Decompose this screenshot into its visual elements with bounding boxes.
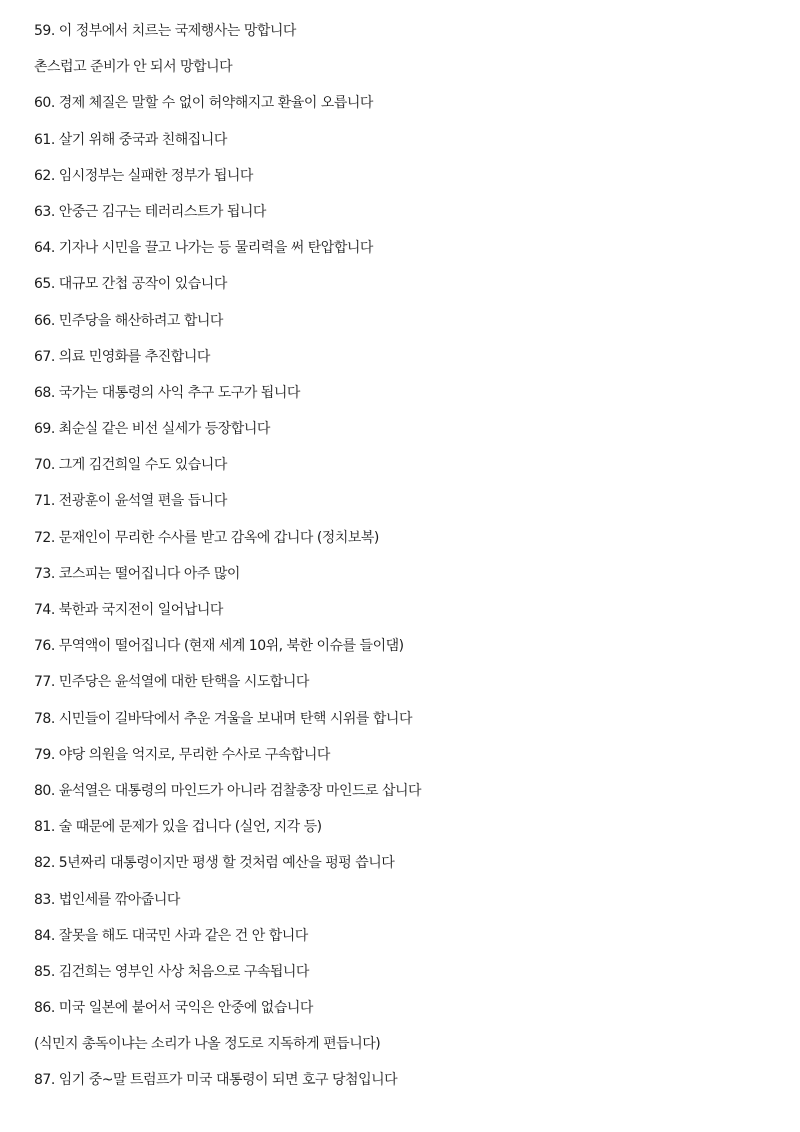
text-line-69: 69. 최순실 같은 비선 실세가 등장합니다	[34, 421, 270, 438]
text-line-72: 72. 문재인이 무리한 수사를 받고 감옥에 갑니다 (정치보복)	[34, 529, 379, 546]
text-line-68: 68. 국가는 대통령의 사익 추구 도구가 됩니다	[34, 384, 300, 401]
text-line-61: 61. 살기 위해 중국과 친해집니다	[34, 131, 227, 148]
text-line-62: 62. 임시정부는 실패한 정부가 됩니다	[34, 167, 253, 184]
text-line-73: 73. 코스피는 떨어집니다 아주 많이	[34, 565, 240, 582]
text-line-60: 60. 경제 체질은 말할 수 없이 허약해지고 환율이 오릅니다	[34, 95, 373, 112]
text-line-59: 59. 이 정부에서 치르는 국제행사는 망합니다	[34, 23, 296, 39]
text-line-82: 82. 5년짜리 대통령이지만 평생 할 것처럼 예산을 펑펑 씁니다	[34, 855, 395, 872]
text-line-65: 65. 대규모 간첩 공작이 있습니다	[34, 276, 227, 293]
text-line-79: 79. 야당 의원을 억지로, 무리한 수사로 구속합니다	[34, 746, 330, 763]
text-line-59-continued: 촌스럽고 준비가 안 되서 망합니다	[34, 59, 233, 76]
text-line-80: 80. 윤석열은 대통령의 마인드가 아니라 검찰총장 마인드로 삽니다	[34, 782, 422, 799]
text-line-78: 78. 시민들이 길바닥에서 추운 겨울을 보내며 탄핵 시위를 합니다	[34, 710, 412, 727]
text-line-86: 86. 미국 일본에 붙어서 국익은 안중에 없습니다	[34, 1000, 313, 1017]
text-line-70: 70. 그게 김건희일 수도 있습니다	[34, 457, 227, 474]
text-line-74: 74. 북한과 국지전이 일어납니다	[34, 602, 223, 618]
text-line-66: 66. 민주당을 해산하려고 합니다	[34, 312, 223, 329]
text-line-85: 85. 김건희는 영부인 사상 처음으로 구속됩니다	[34, 963, 309, 980]
text-line-83: 83. 법인세를 깎아줍니다	[34, 891, 180, 908]
text-line-86-continued: (식민지 총독이냐는 소리가 나올 정도로 지독하게 편듭니다)	[34, 1036, 381, 1053]
text-line-84: 84. 잘못을 해도 대국민 사과 같은 건 안 합니다	[34, 927, 308, 944]
text-line-67: 67. 의료 민영화를 추진합니다	[34, 348, 210, 365]
text-line-81: 81. 술 때문에 문제가 있을 겁니다 (실언, 지각 등)	[34, 819, 322, 836]
text-line-64: 64. 기자나 시민을 끌고 나가는 등 물리력을 써 탄압합니다	[34, 240, 373, 257]
text-line-77: 77. 민주당은 윤석열에 대한 탄핵을 시도합니다	[34, 674, 309, 691]
text-line-76: 76. 무역액이 떨어집니다 (현재 세계 10위, 북한 이슈를 들이댐)	[34, 638, 404, 655]
text-line-71: 71. 전광훈이 윤석열 편을 듭니다	[34, 493, 227, 510]
text-line-63: 63. 안중근 김구는 테러리스트가 됩니다	[34, 203, 266, 220]
text-line-87: 87. 임기 중~말 트럼프가 미국 대통령이 되면 호구 당첨입니다	[34, 1072, 398, 1089]
